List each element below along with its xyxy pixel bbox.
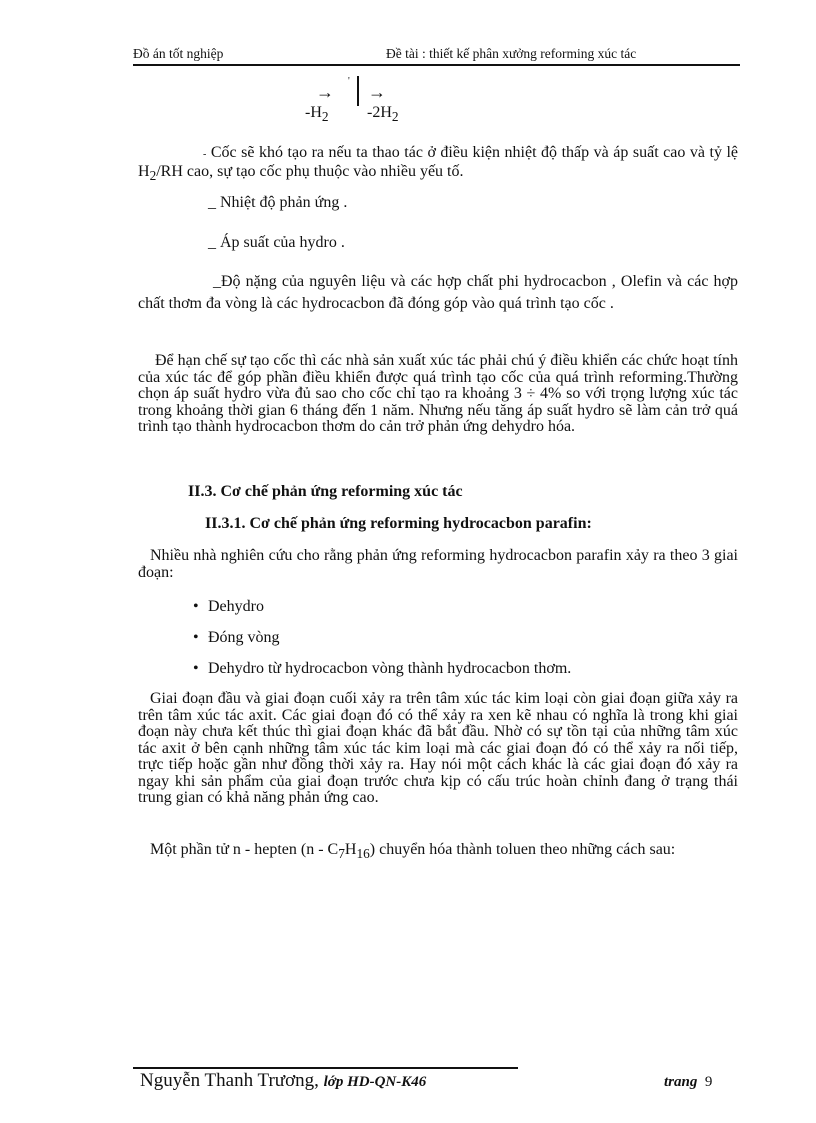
paragraph-feedstock: _Độ nặng của nguyên liệu và các hợp chất phi hydrocacbon , Olefin và các hợp chất thơm đa vòng là các hydrocacbon đã đóng góp vào quá trình tạo cốc . (138, 273, 738, 312)
equation-label-left: $-H_2$ (305, 104, 329, 125)
factor-item: _ Nhiệt độ phản ứng . (208, 194, 348, 211)
paragraph-mechanism-intro: Nhiều nhà nghiên cứu cho rằng phản ứng reforming hydrocacbon parafin xảy ra theo 3 giai đoạn: (138, 547, 738, 581)
footer-class: lớp HD-QN-K46 (323, 1074, 427, 1090)
arrow-right-icon: → (368, 82, 386, 102)
equation-label-right: $-2H_2$ (367, 104, 399, 125)
section-heading: II.3. Cơ chế phản ứng reforming xúc tác (188, 483, 463, 500)
bullet-icon: • (193, 629, 199, 646)
paragraph-coke-conditions: - Cốc sẽ khó tạo ra nếu ta thao tác ở điều kiện nhiệt độ thấp và áp suất cao và tỷ lệ $H_2/RH$ cao, sự tạo cốc phụ thuộc vào nhiều yếu tố. (138, 144, 739, 183)
arrow-right-icon: → (316, 82, 334, 102)
footer-rule (133, 1067, 518, 1069)
equation-tick: ' (348, 76, 350, 87)
header-rule (133, 64, 740, 66)
footer-page: trang 9 (664, 1074, 713, 1090)
bullet-icon: • (193, 598, 199, 615)
paragraph-stages: Giai đoạn đầu và giai đoạn cuối xảy ra trên tâm xúc tác kim loại còn giai đoạn giữa xảy ra trên tâm xúc tác axit. Các giai đoạn đó có thể xảy ra xen kẽ nhau có nghĩa là trong khi giai đoạn này chưa kết thúc thì giai đoạn khác đã bắt đầu. Nhờ có sự tồn tại của những tâm xúc tác axit ở bên cạnh những tâm xúc tác kim loại mà các giai đoạn đó có thể xảy ra nối tiếp, trực tiếp hoặc gần như đồng thời xảy ra. Hay nói một cách khác là các giai đoạn đó xảy ra ngay khi sản phẩm của giai đoạn trước chưa kịp có cấu trúc hoàn chỉnh đang ở trạng thái trung gian có khả năng phản ứng cao. (138, 690, 738, 806)
list-item: • Dehydro (193, 598, 264, 615)
paragraph-heptene: Một phần tử n - hepten $(n - C_7H_{16})$ chuyển hóa thành toluen theo những cách sau: (150, 841, 676, 862)
footer-author: Nguyễn Thanh Trương, lớp HD-QN-K46 (140, 1070, 427, 1091)
factor-item: _ Áp suất của hydro . (208, 234, 345, 251)
bullet-icon: • (193, 660, 199, 677)
list-item: • Đóng vòng (193, 629, 280, 646)
page-number: 9 (704, 1074, 713, 1090)
subsection-heading: II.3.1. Cơ chế phản ứng reforming hydrocacbon parafin: (205, 515, 592, 532)
paragraph-coke-control: Để hạn chế sự tạo cốc thì các nhà sản xuất xúc tác phải chú ý điều khiển các chức hoạt tính của xúc tác để góp phần điều khiển được quá trình tạo cốc của quá trình reforming.Thường chọn áp suất hydro vừa đủ sao cho cốc chỉ tạo ra khoảng 3 ÷ 4% so với trọng lượng xúc tác trong khoảng thời gian 6 tháng đến 1 năm. Nhưng nếu tăng áp suất hydro sẽ làm cản trở quá trình tạo thành hydrocacbon thơm do cản trở phản ứng dehydro hóa. (138, 352, 738, 435)
page-header-left: Đồ án tốt nghiệp (133, 46, 224, 61)
equation-divider (357, 76, 359, 106)
list-item: • Dehydro từ hydrocacbon vòng thành hydrocacbon thơm. (193, 660, 572, 677)
page-header-right: Đề tài : thiết kế phân xưởng reforming xúc tác (386, 46, 637, 61)
